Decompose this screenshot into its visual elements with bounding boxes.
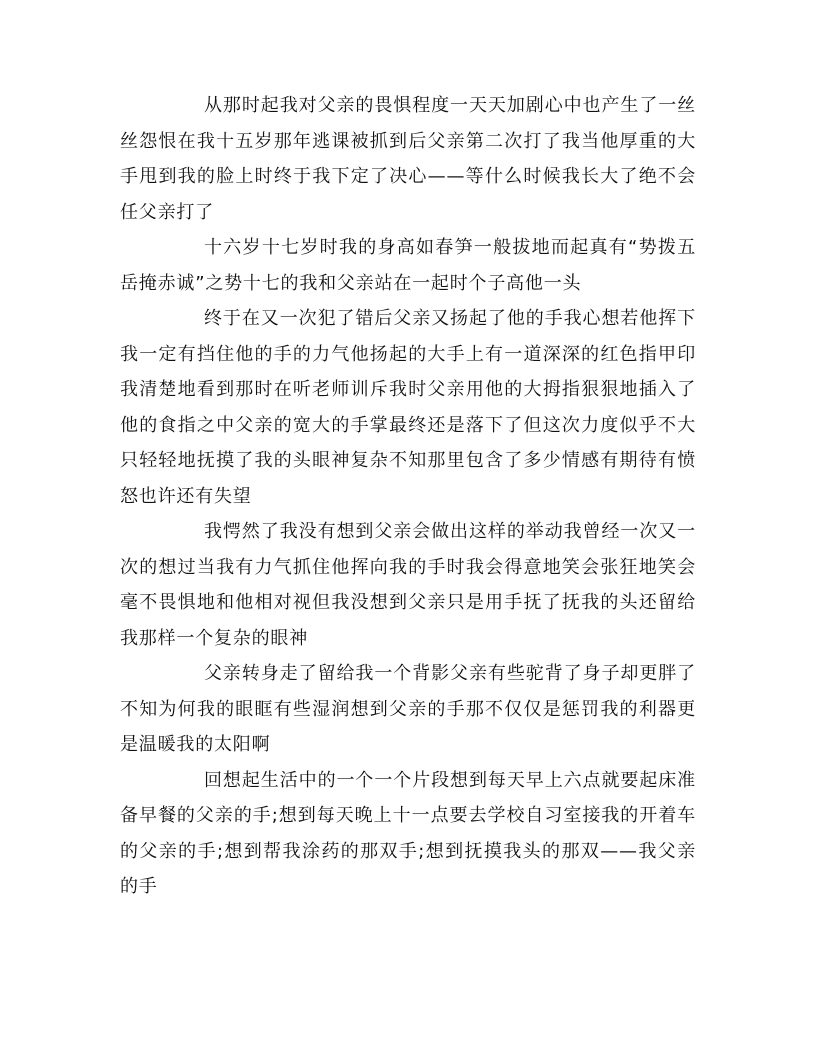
paragraph: 终于在又一次犯了错后父亲又扬起了他的手我心想若他挥下我一定有挡住他的手的力气他扬起的大手上有一道深深的红色指甲印我清楚地看到那时在听老师训斥我时父亲用他的大拇指狠狠地插入了他的食指之中父亲的宽大的手掌最终还是落下了但这次力度似乎不大只轻轻地抚摸了我的头眼神复杂不知那里包含了多少情感有期待有愤怒也许还有失望 <box>120 308 696 507</box>
paragraph: 父亲转身走了留给我一个背影父亲有些驼背了身子却更胖了不知为何我的眼眶有些湿润想到父亲的手那不仅仅是惩罚我的利器更是温暖我的太阳啊 <box>120 663 696 755</box>
paragraph: 从那时起我对父亲的畏惧程度一天天加剧心中也产生了一丝丝怨恨在我十五岁那年逃课被抓到后父亲第二次打了我当他厚重的大手甩到我的脸上时终于我下定了决心——等什么时候我长大了绝不会任父亲打了 <box>120 95 696 223</box>
paragraph: 回想起生活中的一个一个片段想到每天早上六点就要起床准备早餐的父亲的手;想到每天晚上十一点要去学校自习室接我的开着车的父亲的手;想到帮我涂药的那双手;想到抚摸我头的那双——我父亲的手 <box>120 769 696 897</box>
paragraph: 我愕然了我没有想到父亲会做出这样的举动我曾经一次又一次的想过当我有力气抓住他挥向我的手时我会得意地笑会张狂地笑会毫不畏惧地和他相对视但我没想到父亲只是用手抚了抚我的头还留给我那样一个复杂的眼神 <box>120 521 696 649</box>
paragraph: 十六岁十七岁时我的身高如春笋一般拔地而起真有“势拨五岳掩赤诚”之势十七的我和父亲站在一起时个子高他一头 <box>120 237 696 294</box>
document-body <box>120 88 696 905</box>
